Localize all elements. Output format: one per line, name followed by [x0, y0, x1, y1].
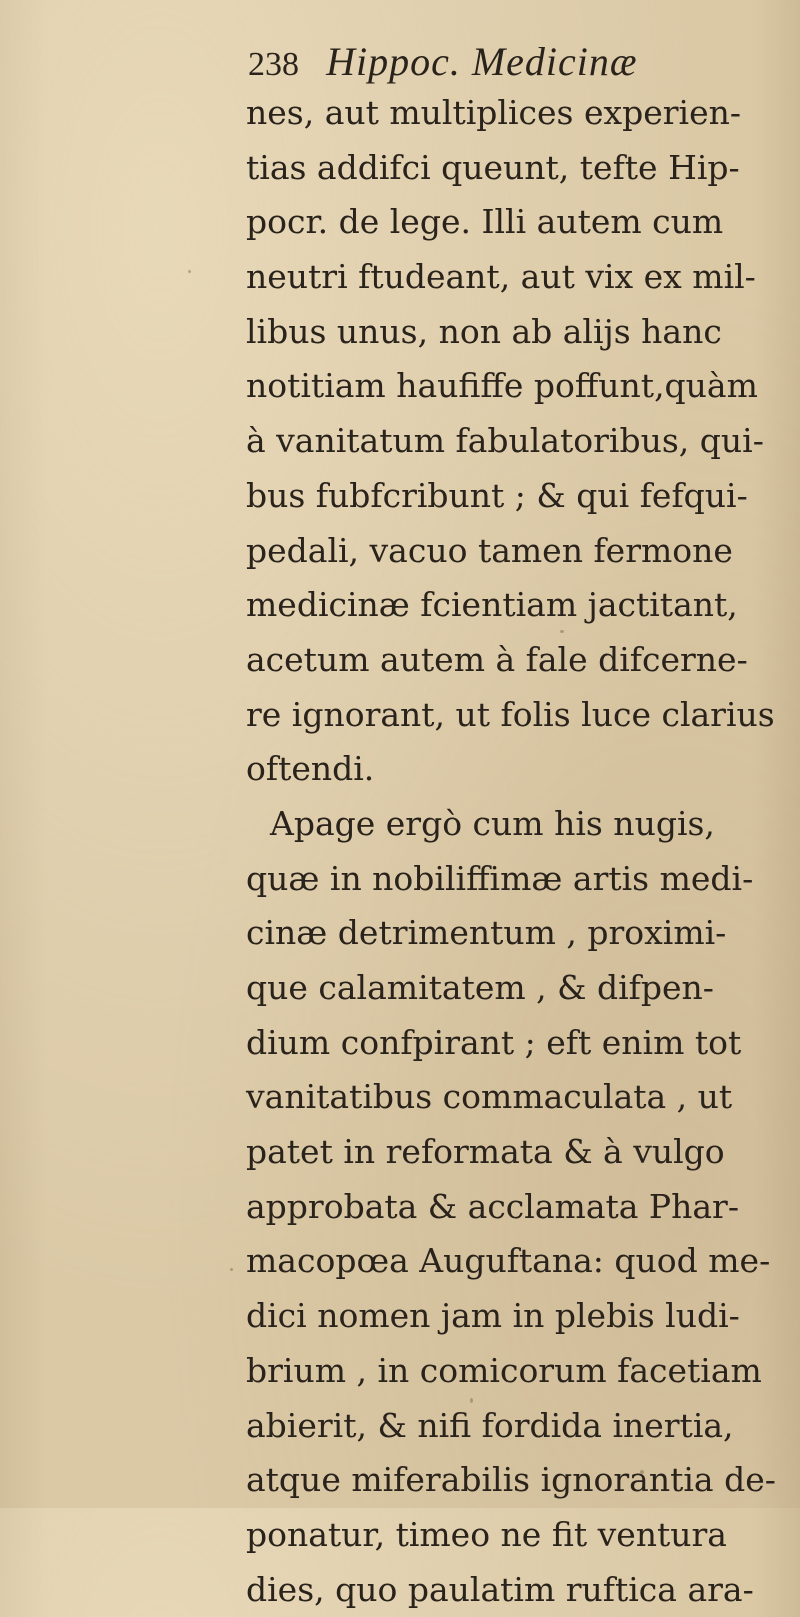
- text-line: neutri ftudeant, aut vix ex mil-: [246, 257, 756, 297]
- text-line: que calamitatem , & difpen-: [246, 968, 714, 1007]
- text-line: brium , in comicorum facetiam: [246, 1350, 762, 1390]
- text-line: re ignorant, ut folis luce clarius: [246, 694, 775, 734]
- text-line: nes, aut multiplices experien-: [246, 93, 742, 132]
- text-line: macopœa Auguftana: quod me-: [246, 1241, 771, 1281]
- text-line: cinæ detrimentum , proximi-: [246, 913, 727, 953]
- text-line: oftendi.: [246, 749, 375, 789]
- body-text: [246, 86, 786, 1617]
- paper-speck: [470, 1398, 473, 1403]
- paper-speck: [640, 1470, 644, 1474]
- text-line: bus fubfcribunt ; & qui fefqui-: [246, 475, 748, 515]
- text-line: libus unus, non ab alijs hanc: [246, 311, 722, 351]
- text-line: pedali, vacuo tamen fermone: [246, 530, 733, 570]
- text-line: dium confpirant ; eft enim tot: [246, 1022, 742, 1062]
- text-line: notitiam haufiffe poffunt,quàm: [246, 366, 758, 406]
- paragraph-start-line: Apage ergò cum his nugis,: [270, 803, 715, 843]
- text-line: patet in reformata & à vulgo: [246, 1132, 725, 1172]
- paper-speck: [230, 1268, 233, 1271]
- text-line: atque miferabilis ignorantia de-: [246, 1460, 776, 1500]
- text-line: medicinæ fcientiam jactitant,: [246, 585, 738, 625]
- text-line: abierit, & nifi fordida inertia,: [246, 1405, 734, 1445]
- text-line: approbata & acclamata Phar-: [246, 1186, 739, 1226]
- text-line: quæ in nobiliffimæ artis medi-: [246, 858, 754, 898]
- text-line: tias addifci queunt, tefte Hip-: [246, 147, 740, 187]
- text-line: ponatur, timeo ne fit ventura: [246, 1514, 727, 1554]
- text-line: vanitatibus commaculata , ut: [246, 1077, 733, 1117]
- text-line: dici nomen jam in plebis ludi-: [246, 1296, 740, 1336]
- text-line: dies, quo paulatim ruftica ara-: [246, 1569, 754, 1609]
- paper-speck: [188, 270, 191, 273]
- running-head: Hippoc. Medicinæ: [326, 39, 638, 84]
- page-number: 238: [248, 46, 299, 83]
- paper-speck: [560, 630, 564, 633]
- page-header: [248, 38, 638, 88]
- text-line: à vanitatum fabulatoribus, qui-: [246, 421, 764, 461]
- text-line: acetum autem à fale difcerne-: [246, 639, 748, 679]
- text-line: pocr. de lege. Illi autem cum: [246, 202, 724, 242]
